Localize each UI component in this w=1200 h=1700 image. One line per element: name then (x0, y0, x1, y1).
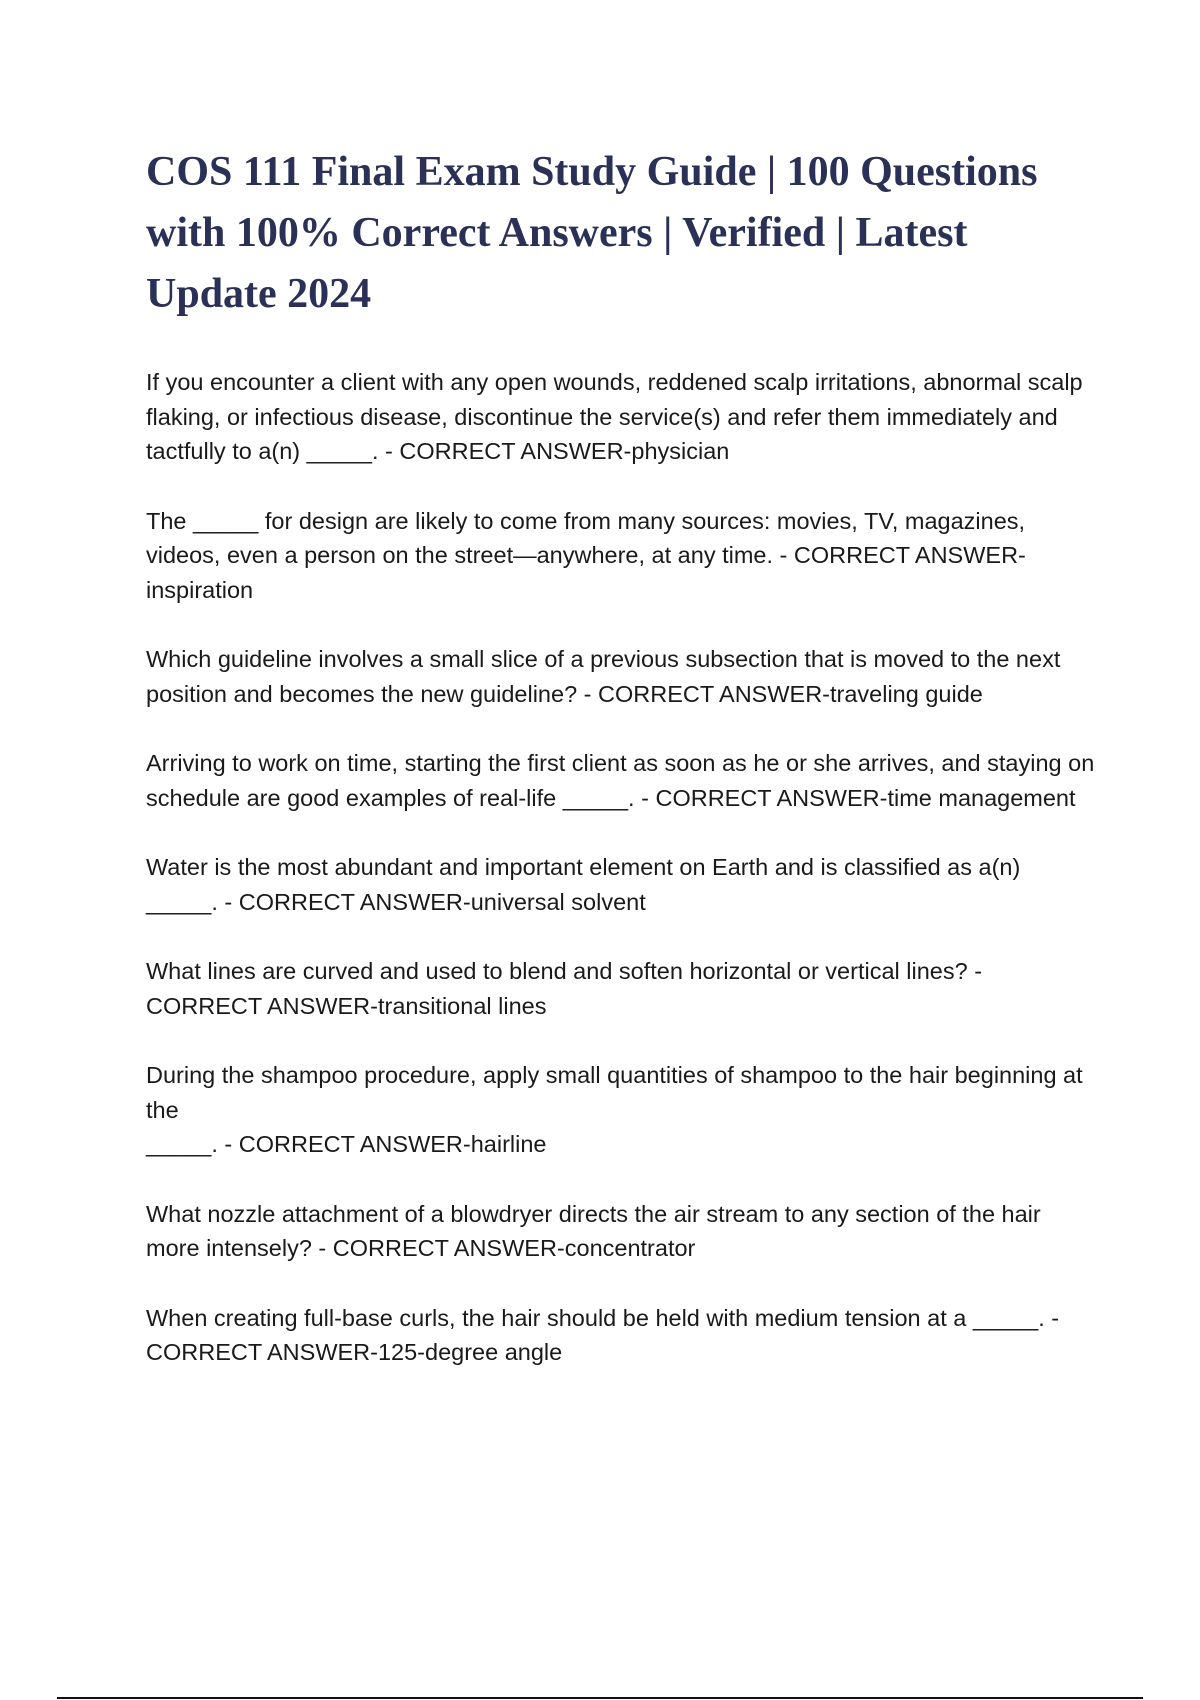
page-bottom-divider (57, 1697, 1143, 1699)
qa-item: What nozzle attachment of a blowdryer directs the air stream to any section of the hair more intensely? - CORRECT ANSWER-concentrator (146, 1200, 1041, 1261)
qa-item: If you encounter a client with any open wounds, reddened scalp irritations, abnormal scalp flaking, or infectious disease, discontinue the service(s) and refer them immediately and tactfully to a(n) _____. - CORRECT ANSWER-physician (146, 369, 1083, 464)
qa-item: What lines are curved and used to blend and soften horizontal or vertical lines? - CORRECT ANSWER-transitional lines (146, 958, 983, 1019)
qa-item: Which guideline involves a small slice of a previous subsection that is moved to the next position and becomes the new guideline? - CORRECT ANSWER-traveling guide (146, 646, 1061, 707)
qa-item: When creating full-base curls, the hair should be held with medium tension at a _____. - CORRECT ANSWER-125-degree angle (146, 1304, 1060, 1365)
qa-item: Water is the most abundant and important element on Earth and is classified as a(n) _____. - CORRECT ANSWER-universal solvent (146, 854, 1021, 915)
qa-item: The _____ for design are likely to come from many sources: movies, TV, magazines, videos, even a person on the street—anywhere, at any time. - CORRECT ANSWER-inspiration (146, 507, 1026, 603)
document-title: COS 111 Final Exam Study Guide | 100 Questions with 100% Correct Answers | Verified | Latest Update 2024 (146, 149, 1038, 317)
qa-item: Arriving to work on time, starting the first client as soon as he or she arrives, and staying on schedule are good examples of real-life _____. - CORRECT ANSWER-time management (146, 750, 1095, 811)
qa-item: During the shampoo procedure, apply small quantities of shampoo to the hair beginning at the _____. - CORRECT ANSWER-hairline (146, 1062, 1083, 1157)
qa-list (146, 365, 1096, 1370)
document-content (146, 142, 1096, 1405)
